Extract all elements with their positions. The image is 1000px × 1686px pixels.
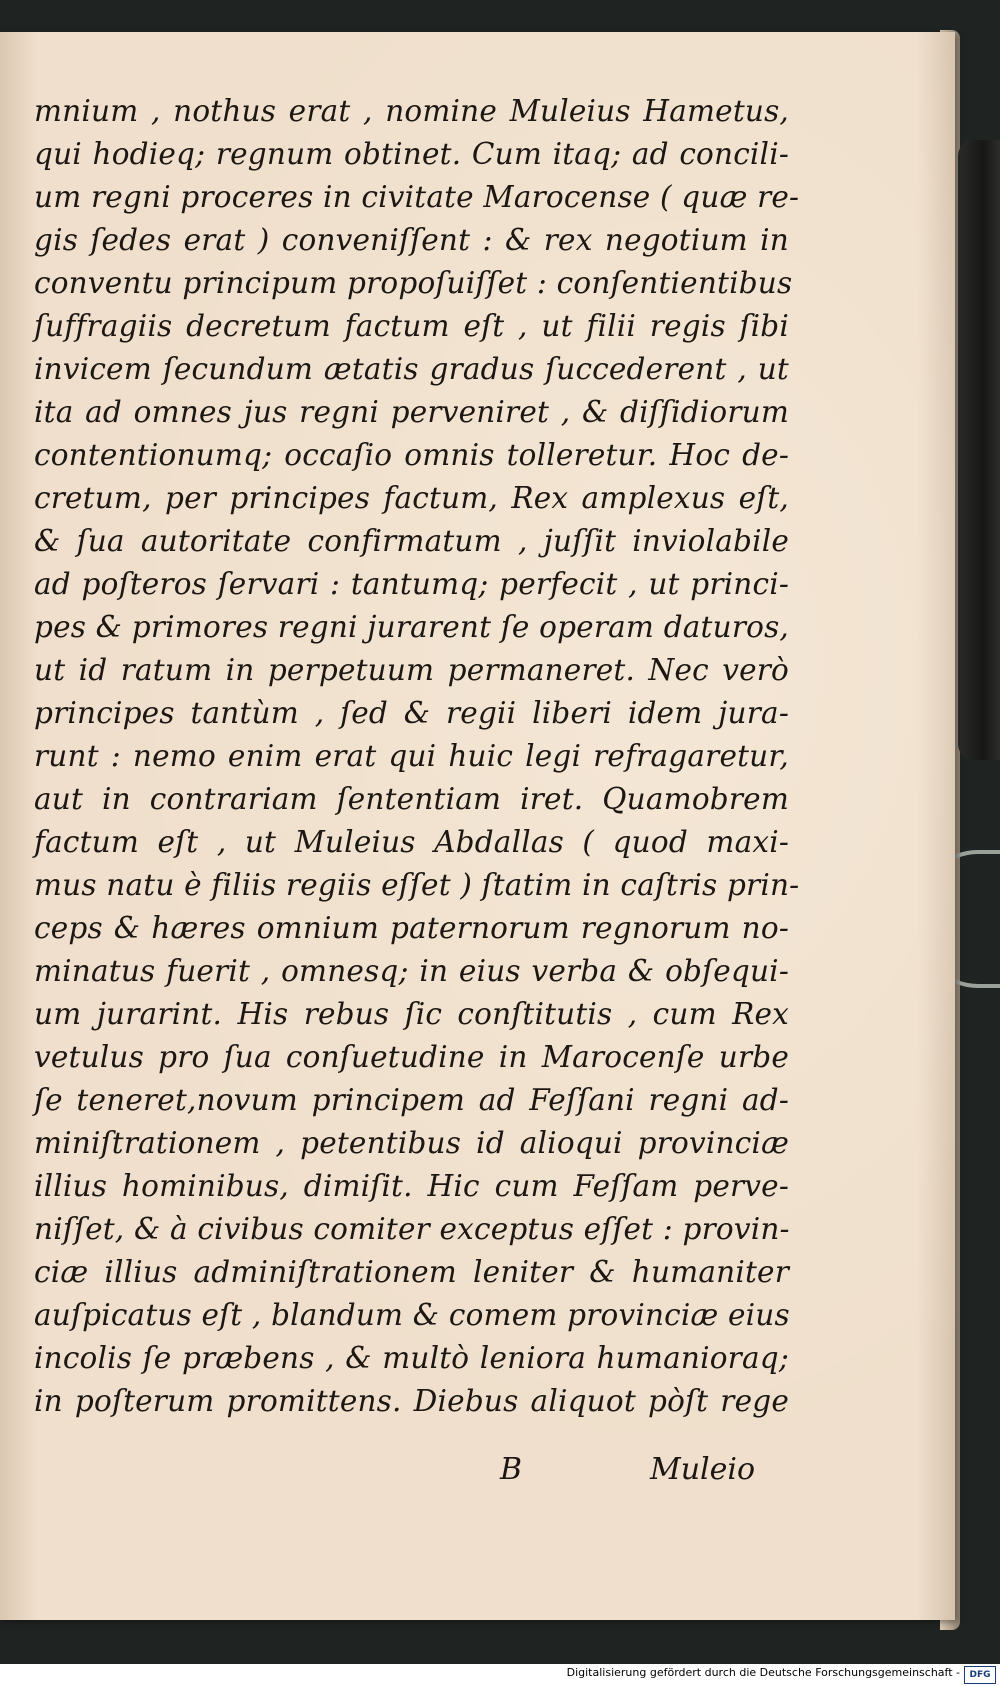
- text-line: illius hominibus, dimiſit. Hic cum Feſſam perve-: [34, 1169, 789, 1203]
- text-line: ſe teneret,novum principem ad Feſſani regni ad-: [34, 1083, 789, 1117]
- text-line: miniſtrationem , petentibus id alioqui provinciæ: [34, 1126, 789, 1160]
- text-line: ut id ratum in perpetuum permaneret. Nec verò: [34, 653, 789, 687]
- text-line: incolis ſe præbens , & multò leniora humanioraq;: [34, 1341, 789, 1375]
- text-line: ad poſteros ſervari : tantumq; perfecit , ut princi-: [34, 567, 789, 601]
- catchword: Muleio: [650, 1452, 756, 1487]
- text-line: qui hodieq; regnum obtinet. Cum itaq; ad concili-: [34, 137, 789, 171]
- text-line: um jurarint. His rebus ſic conſtitutis , cum Rex: [34, 997, 789, 1031]
- page-text: [34, 90, 800, 1423]
- book-page: [0, 32, 955, 1620]
- text-line: ceps & hæres omnium paternorum regnorum no-: [34, 911, 789, 945]
- text-line: ita ad omnes jus regni perveniret , & diſſidiorum: [34, 395, 789, 429]
- text-line: mus natu è filiis regiis eſſet ) ſtatim in caſtris prin-: [34, 868, 800, 902]
- text-line: ciæ illius adminiſtrationem leniter & humaniter: [34, 1255, 789, 1289]
- text-line: & ſua autoritate confirmatum , juſſit inviolabile: [34, 524, 789, 558]
- signature-mark: B: [500, 1452, 523, 1487]
- text-line: minatus fuerit , omnesq; in eius verba & obſequi-: [34, 954, 789, 988]
- text-line: niſſet, & à civibus comiter exceptus eſſet : provin-: [34, 1212, 790, 1246]
- text-line: auſpicatus eſt , blandum & comem provinciæ eius: [34, 1298, 790, 1332]
- book-clasp: [958, 140, 1000, 760]
- text-line: in poſterum promittens. Diebus aliquot pòſt rege: [34, 1384, 789, 1418]
- text-line: cretum, per principes factum, Rex amplexus eſt,: [34, 481, 789, 515]
- text-line: principes tantùm , ſed & regii liberi idem jura-: [34, 696, 789, 730]
- digitization-credit: Digitalisierung gefördert durch die Deutsche Forschungsgemeinschaft -: [566, 1666, 960, 1679]
- text-line: ſuffragiis decretum factum eſt , ut filii regis ſibi: [34, 309, 789, 343]
- text-line: invicem ſecundum ætatis gradus ſuccederent , ut: [34, 352, 789, 386]
- text-line: contentionumq; occaſio omnis tolleretur. Hoc de-: [34, 438, 789, 472]
- text-line: conventu principum propoſuiſſet : conſentientibus: [34, 266, 793, 300]
- text-line: gis ſedes erat ) conveniſſent : & rex negotium in: [34, 223, 789, 257]
- text-line: mnium , nothus erat , nomine Muleius Hametus,: [34, 94, 789, 128]
- text-line: vetulus pro ſua conſuetudine in Marocenſe urbe: [34, 1040, 789, 1074]
- text-line: um regni proceres in civitate Marocense ( quæ re-: [34, 180, 800, 214]
- text-line: runt : nemo enim erat qui huic legi refragaretur,: [34, 739, 789, 773]
- footer-bar: [0, 1664, 1000, 1686]
- dfg-logo: DFG: [964, 1666, 996, 1684]
- text-line: aut in contrariam ſententiam iret. Quamobrem: [34, 782, 789, 816]
- text-line: factum eſt , ut Muleius Abdallas ( quod maxi-: [34, 825, 789, 859]
- text-line: pes & primores regni jurarent ſe operam daturos,: [34, 610, 789, 644]
